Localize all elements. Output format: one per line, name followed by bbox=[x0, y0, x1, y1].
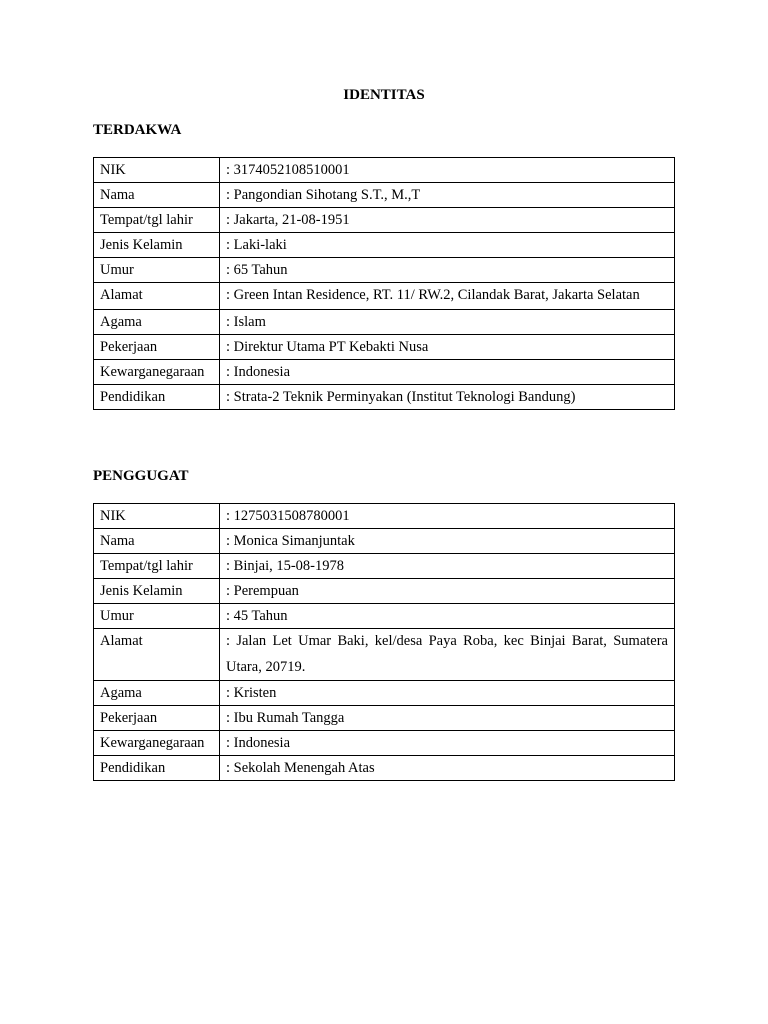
table-row bbox=[94, 359, 675, 384]
table-row bbox=[94, 731, 675, 756]
table-row bbox=[94, 334, 675, 359]
row-value: : Kristen bbox=[220, 681, 675, 706]
row-label: Umur bbox=[94, 604, 220, 629]
row-value: : Jakarta, 21-08-1951 bbox=[220, 208, 675, 233]
row-label: NIK bbox=[94, 504, 220, 529]
table-row bbox=[94, 554, 675, 579]
row-value: : Islam bbox=[220, 309, 675, 334]
table-row bbox=[94, 706, 675, 731]
row-label: Alamat bbox=[94, 629, 220, 681]
row-label: Agama bbox=[94, 681, 220, 706]
row-value: : Monica Simanjuntak bbox=[220, 529, 675, 554]
row-value: : 1275031508780001 bbox=[220, 504, 675, 529]
row-value: : 65 Tahun bbox=[220, 258, 675, 283]
row-value: : Sekolah Menengah Atas bbox=[220, 756, 675, 781]
row-value: : Direktur Utama PT Kebakti Nusa bbox=[220, 334, 675, 359]
table-row bbox=[94, 604, 675, 629]
row-value: : Indonesia bbox=[220, 731, 675, 756]
row-label: Tempat/tgl lahir bbox=[94, 554, 220, 579]
table-row bbox=[94, 158, 675, 183]
table-row bbox=[94, 756, 675, 781]
table-row bbox=[94, 309, 675, 334]
row-label: Agama bbox=[94, 309, 220, 334]
table-row bbox=[94, 233, 675, 258]
row-value: : Laki-laki bbox=[220, 233, 675, 258]
row-label: Alamat bbox=[94, 283, 220, 310]
row-label: Kewarganegaraan bbox=[94, 359, 220, 384]
row-value: : Green Intan Residence, RT. 11/ RW.2, Cilandak Barat, Jakarta Selatan bbox=[220, 283, 675, 310]
table-row bbox=[94, 283, 675, 310]
row-value: : Jalan Let Umar Baki, kel/desa Paya Roba, kec Binjai Barat, Sumatera Utara, 20719. bbox=[220, 629, 675, 681]
row-label: Nama bbox=[94, 183, 220, 208]
row-value: : 45 Tahun bbox=[220, 604, 675, 629]
table-row bbox=[94, 629, 675, 681]
row-value: : Strata-2 Teknik Perminyakan (Institut Teknologi Bandung) bbox=[220, 384, 675, 409]
row-label: NIK bbox=[94, 158, 220, 183]
table-row bbox=[94, 529, 675, 554]
row-value: : Perempuan bbox=[220, 579, 675, 604]
table-row bbox=[94, 579, 675, 604]
penggugat-table bbox=[93, 503, 675, 781]
table-row bbox=[94, 258, 675, 283]
row-label: Umur bbox=[94, 258, 220, 283]
terdakwa-table bbox=[93, 157, 675, 410]
page-title: IDENTITAS bbox=[343, 87, 425, 103]
section-heading-penggugat: PENGGUGAT bbox=[93, 468, 189, 484]
section-heading-terdakwa: TERDAKWA bbox=[93, 122, 182, 138]
row-label: Pekerjaan bbox=[94, 334, 220, 359]
row-value: : Pangondian Sihotang S.T., M.,T bbox=[220, 183, 675, 208]
row-label: Pendidikan bbox=[94, 756, 220, 781]
row-value: : Indonesia bbox=[220, 359, 675, 384]
row-value: : Binjai, 15-08-1978 bbox=[220, 554, 675, 579]
table-row bbox=[94, 681, 675, 706]
row-value: : Ibu Rumah Tangga bbox=[220, 706, 675, 731]
row-label: Jenis Kelamin bbox=[94, 579, 220, 604]
table-row bbox=[94, 208, 675, 233]
row-label: Pendidikan bbox=[94, 384, 220, 409]
row-label: Kewarganegaraan bbox=[94, 731, 220, 756]
row-label: Pekerjaan bbox=[94, 706, 220, 731]
row-label: Tempat/tgl lahir bbox=[94, 208, 220, 233]
table-row bbox=[94, 504, 675, 529]
row-value: : 3174052108510001 bbox=[220, 158, 675, 183]
table-row bbox=[94, 183, 675, 208]
row-label: Jenis Kelamin bbox=[94, 233, 220, 258]
table-row bbox=[94, 384, 675, 409]
row-label: Nama bbox=[94, 529, 220, 554]
